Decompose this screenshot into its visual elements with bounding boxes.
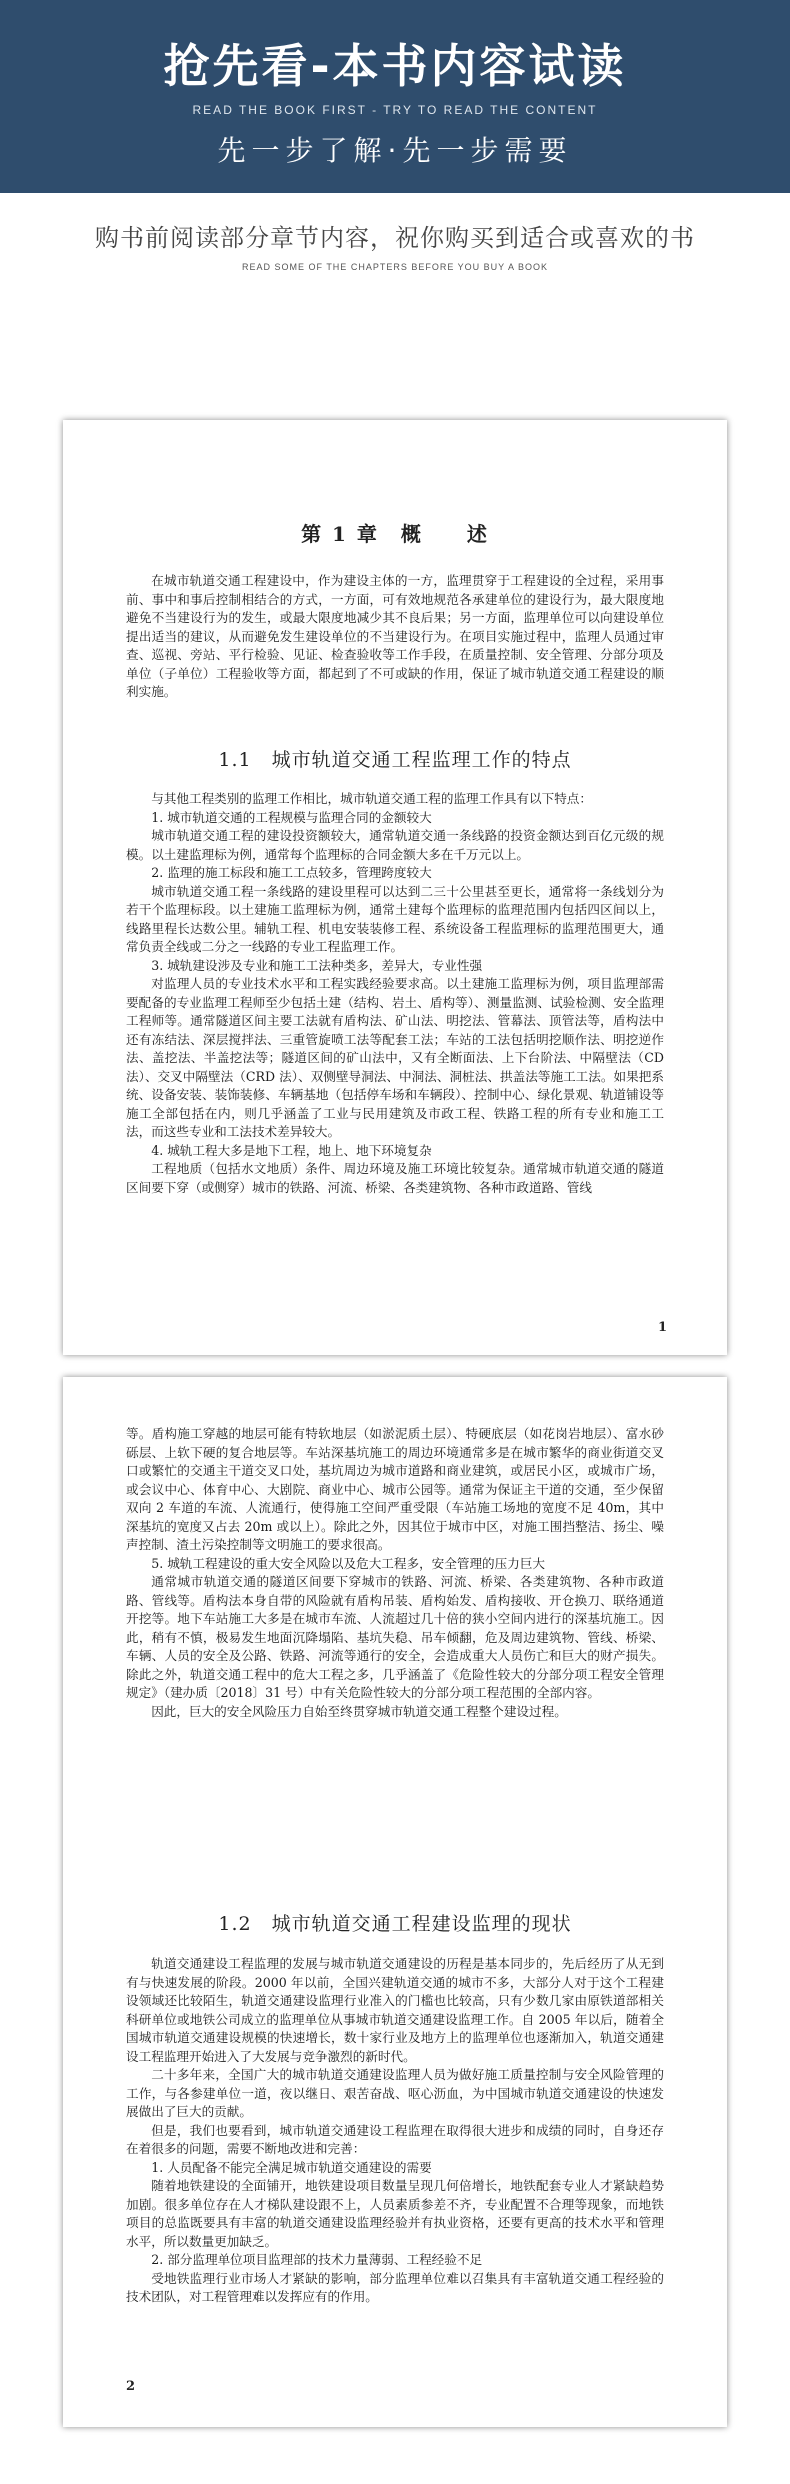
paragraph: 通常城市轨道交通的隧道区间要下穿城市的铁路、河流、桥梁、各类建筑物、各种市政道路、管线等。盾构法本身自带的风险就有盾构吊装、盾构始发、盾构接收、开仓换刀、联络通道开挖等。地下车站施工大多是在城市车流、人流超过几十倍的狭小空间内进行的深基坑施工。因此，稍有不慎，极易发生地面沉降塌陷、基坑失稳、吊车倾翻，危及周边建筑物、管线、桥梁、车辆、人员的安全及公路、铁路、河流等通行的安全，会造成重大人员伤亡和巨大的财产损失。除此之外，轨道交通工程中的危大工程之多，几乎涵盖了《危险性较大的分部分项工程安全管理规定》（建办质〔2018〕31 号）中有关危险性较大的分部分项工程范围的全部内容。 <box>126 1574 664 1700</box>
header-banner <box>0 0 790 193</box>
book-page-1 <box>63 420 727 1355</box>
numbered-heading: 4. 城轨工程大多是地下工程，地上、地下环境复杂 <box>151 1142 432 1158</box>
paragraph: 受地铁监理行业市场人才紧缺的影响，部分监理单位难以召集具有丰富轨道交通工程经验的技术团队，对工程管理难以发挥应有的作用。 <box>126 2270 664 2304</box>
paragraph: 随着地铁建设的全面铺开，地铁建设项目数量呈现几何倍增长，地铁配套专业人才紧缺趋势加剧。很多单位存在人才梯队建设跟不上，人员素质参差不齐，专业配置不合理等现象，而地铁项目的总监既要具有丰富的轨道交通建设监理经验并有执业资格，还要有更高的技术水平和管理水平，所以数量更加缺乏。 <box>126 2178 664 2249</box>
paragraph: 二十多年来，全国广大的城市轨道交通建设监理人员为做好施工质量控制与安全风险管理的工作，与各参建单位一道，夜以继日、艰苦奋战、呕心沥血，为中国城市轨道交通建设的快速发展做出了巨大的贡献。 <box>126 2067 664 2119</box>
paragraph: 与其他工程类别的监理工作相比，城市轨道交通工程的监理工作具有以下特点： <box>151 791 592 806</box>
banner-title: 抢先看-本书内容试读 <box>163 39 627 93</box>
paragraph: 轨道交通建设工程监理的发展与城市轨道交通建设的历程是基本同步的，先后经历了从无到有与快速发展的阶段。2000 年以前，全国兴建轨道交通的城市不多，大部分人对于这个工程建设领域还比较陌生，轨道交通建设监理行业准入的门槛也比较高，只有少数几家由原铁道部相关科研单位或地铁公司成立的监理单位从事城市轨道交通建设监理工作。自 2005 年以后，随着全国城市轨道交通建设规模的快速增长，数十家行业及地方上的监理单位也逐渐加入，轨道交通建设工程监理开始进入了大发展与竞争激烈的新时代。 <box>126 1956 664 2064</box>
chapter-title: 第 1 章 概 述 <box>301 522 489 546</box>
paragraph: 城市轨道交通工程的建设投资额较大，通常轨道交通一条线路的投资金额达到百亿元级的规模。以土建监理标为例，通常每个监理标的合同金额大多在千万元以上。 <box>126 828 664 862</box>
numbered-heading: 1. 人员配备不能完全满足城市轨道交通建设的需要 <box>151 2159 432 2175</box>
paragraph: 对监理人员的专业技术水平和工程实践经验要求高。以土建施工监理标为例，项目监理部需要配备的专业监理工程师至少包括土建（结构、岩土、盾构等）、测量监测、试验检测、安全监理工程师等。通常隧道区间主要工法就有盾构法、矿山法、明挖法、管幕法、顶管法等，盾构法中还有冻结法、深层搅拌法、三重管旋喷工法等配套工法；车站的工法包括明挖顺作法、明挖逆作法、盖挖法、半盖挖法等；隧道区间的矿山法中，又有全断面法、上下台阶法、中隔壁法（CD 法）、交叉中隔壁法（CRD 法）、双侧壁导洞法、中洞法、洞桩法、拱盖法等施工工法。如果把系统、设备安装、装饰装修、车辆基地（包括停车场和车辆段）、控制中心、绿化景观、轨道铺设等施工全部包括在内，则几乎涵盖了工业与民用建筑及市政工程、铁路工程的所有专业和施工工法，而这些专业和工法技术差异较大。 <box>126 976 664 1139</box>
section-title-1-1: 1.1 城市轨道交通工程监理工作的特点 <box>218 749 572 771</box>
paragraph: 工程地质（包括水文地质）条件、周边环境及施工环境比较复杂。通常城市轨道交通的隧道区间要下穿（或侧穿）城市的铁路、河流、桥梁、各类建筑物、各种市政道路、管线 <box>126 1161 664 1195</box>
numbered-heading: 2. 部分监理单位项目监理部的技术力量薄弱、工程经验不足 <box>151 2252 483 2267</box>
paragraph: 等。盾构施工穿越的地层可能有特软地层（如淤泥质土层）、特硬底层（如花岗岩地层）、富水砂砾层、上软下硬的复合地层等。车站深基坑施工的周边环境通常多是在城市繁华的商业街道交叉口或繁忙的交通主干道交叉口处，基坑周边为城市道路和商业建筑，或居民小区，或城市广场，或会议中心、体育中心、大剧院、商业中心、城市公园等。通常为保证主干道的交通，至少保留双向 2 车道的车流、人流通行，使得施工空间严重受限（车站施工场地的宽度不足 40m，其中深基坑的宽度又占去 20m 或以上）。除此之外，因其位于城市中区，对施工围挡整洁、扬尘、噪声控制、渣土污染控制等文明施工的要求很高。 <box>126 1426 664 1552</box>
intro-subtitle: READ SOME OF THE CHAPTERS BEFORE YOU BUY A BOOK <box>241 262 549 272</box>
intro-title: 购书前阅读部分章节内容，祝你购买到适合或喜欢的书 <box>95 224 695 252</box>
page-number: 1 <box>657 1320 667 1335</box>
numbered-heading: 1. 城市轨道交通的工程规模与监理合同的金额较大 <box>151 809 432 825</box>
banner-tagline: 先一步了解·先一步需要 <box>217 134 573 167</box>
section-title-1-2: 1.2 城市轨道交通工程建设监理的现状 <box>218 1913 572 1935</box>
paragraph: 城市轨道交通工程一条线路的建设里程可以达到二三十公里甚至更长，通常将一条线划分为若干个监理标段。以土建施工监理标为例，通常土建每个监理标的监理范围内包括四区间以上，线路里程长达数公里。辅轨工程、机电安装装修工程、系统设备工程监理标的监理范围更大，通常负责全线或二分之一线路的专业工程监理工作。 <box>126 883 664 954</box>
book-page-2 <box>63 1377 727 2427</box>
numbered-heading: 5. 城轨工程建设的重大安全风险以及危大工程多，安全管理的压力巨大 <box>151 1555 546 1571</box>
chapter-intro-paragraph: 在城市轨道交通工程建设中，作为建设主体的一方，监理贯穿于工程建设的全过程，采用事前、事中和事后控制相结合的方式，一方面，可有效地规范各承建单位的建设行为，最大限度地避免不当建设行为的发生，或最大限度地减少其不良后果；另一方面，监理单位可以向建设单位提出适当的建议，从而避免发生建设单位的不当建设行为。在项目实施过程中，监理人员通过审查、巡视、旁站、平行检验、见证、检查验收等工作手段，在质量控制、安全管理、分部分项及单位（子单位）工程验收等方面，都起到了不可或缺的作用，保证了城市轨道交通工程建设的顺利实施。 <box>126 573 664 699</box>
page-number: 2 <box>126 2379 136 2394</box>
numbered-heading: 2. 监理的施工标段和施工工点较多，管理跨度较大 <box>151 865 432 880</box>
banner-subtitle: READ THE BOOK FIRST - TRY TO READ THE CONTENT <box>192 103 598 117</box>
numbered-heading: 3. 城轨建设涉及专业和施工工法种类多，差异大，专业性强 <box>151 957 483 973</box>
paragraph: 但是，我们也要看到，城市轨道交通建设工程监理在取得很大进步和成绩的同时，自身还存在着很多的问题，需要不断地改进和完善： <box>126 2122 664 2156</box>
paragraph: 因此，巨大的安全风险压力自始至终贯穿城市轨道交通工程整个建设过程。 <box>151 1703 567 1719</box>
